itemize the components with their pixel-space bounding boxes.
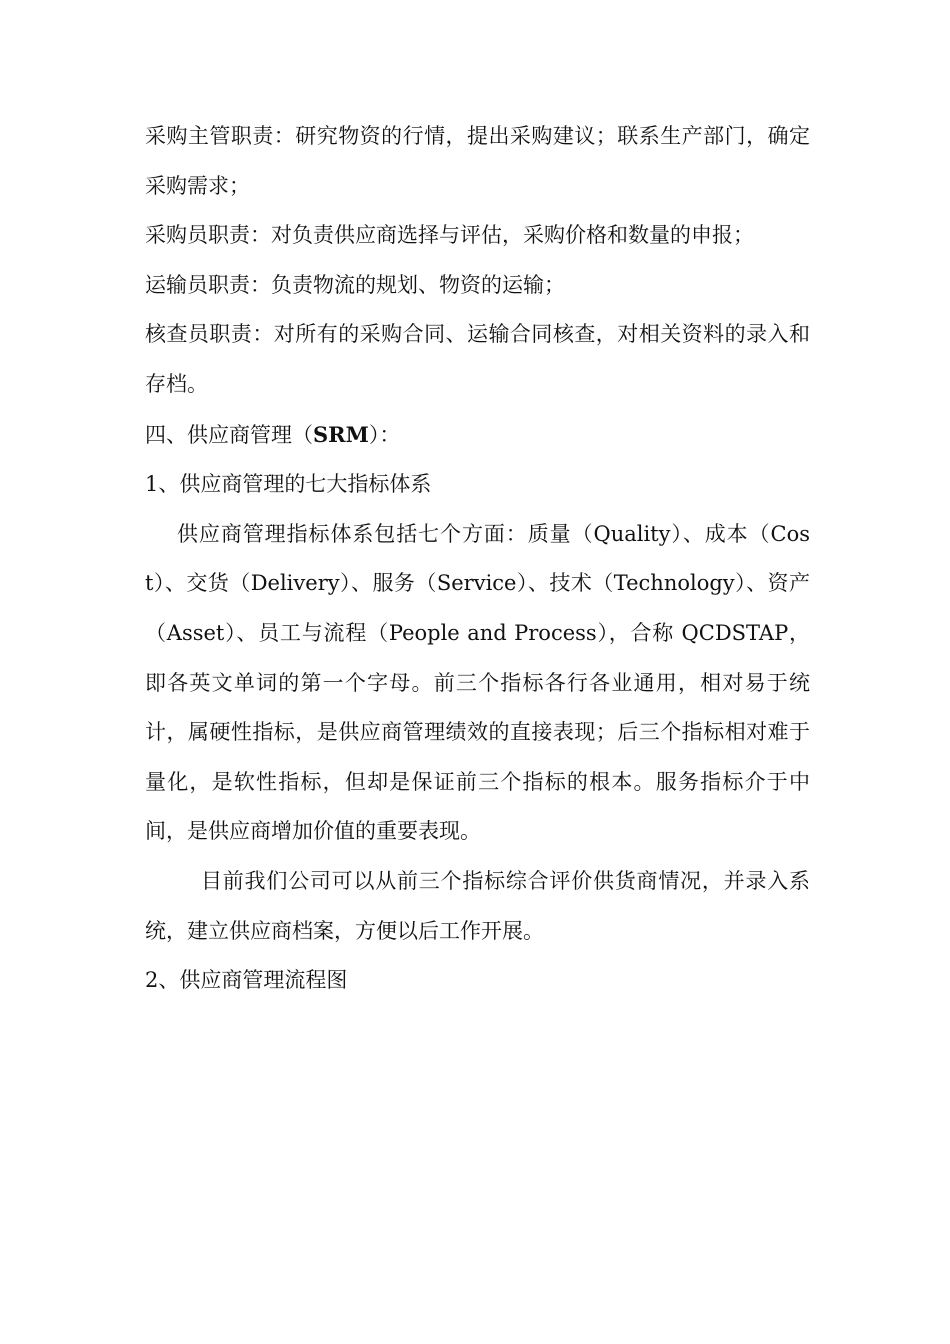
section-heading-prefix: 四、供应商管理（ bbox=[145, 422, 313, 447]
paragraph-purchasing-manager: 采购主管职责：研究物资的行情，提出采购建议；联系生产部门，确定采购需求； bbox=[145, 124, 810, 198]
paragraph-auditor: 核查员职责：对所有的采购合同、运输合同核查，对相关资料的录入和存档。 bbox=[145, 322, 810, 396]
subheading-indicator-system: 1、供应商管理的七大指标体系 bbox=[145, 472, 432, 497]
section-heading-bold: SRM bbox=[313, 421, 369, 447]
paragraph-indicator-description: 供应商管理指标体系包括七个方面：质量（Quality）、成本（Cost）、交货（Delivery）、服务（Service）、技术（Technology）、资产（Asset）、员工与流程（People and Process），合称 QCDSTAP，即各英文单词的第一个字母。前三个指标各行各业通用，相对易于统计，属硬性指标，是供应商管理绩效的直接表现；后三个指标相对难于量化，是软性指标，但却是保证前三个指标的根本。服务指标介于中间，是供应商增加价值的重要表现。 bbox=[145, 521, 810, 844]
paragraph-buyer: 采购员职责：对负责供应商选择与评估，采购价格和数量的申报； bbox=[145, 223, 754, 248]
section-heading-suffix: ）： bbox=[368, 422, 401, 447]
document-body bbox=[145, 112, 810, 1006]
section-heading-srm bbox=[145, 410, 810, 461]
paragraph-transport: 运输员职责：负责物流的规划、物资的运输； bbox=[145, 272, 565, 297]
subheading-process-diagram: 2、供应商管理流程图 bbox=[145, 968, 348, 993]
paragraph-company-practice: 目前我们公司可以从前三个指标综合评价供货商情况，并录入系统，建立供应商档案，方便以后工作开展。 bbox=[145, 868, 810, 943]
